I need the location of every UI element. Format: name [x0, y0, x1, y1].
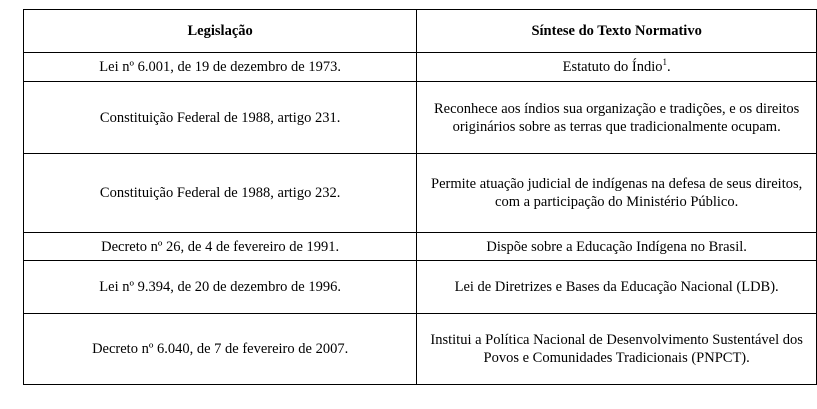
table-header-row	[24, 10, 817, 53]
cell-sintese: Institui a Política Nacional de Desenvolvimento Sustentável dos Povos e Comunidades Tradicionais (PNPCT).	[417, 314, 817, 385]
table-row	[24, 154, 817, 233]
table-row	[24, 314, 817, 385]
table-row	[24, 261, 817, 314]
header-legislacao: Legislação	[24, 10, 417, 53]
cell-sintese	[417, 53, 817, 82]
cell-sintese: Dispõe sobre a Educação Indígena no Brasil.	[417, 233, 817, 261]
cell-legislacao: Decreto nº 26, de 4 de fevereiro de 1991.	[24, 233, 417, 261]
cell-legislacao: Lei nº 9.394, de 20 de dezembro de 1996.	[24, 261, 417, 314]
footnote-marker: 1	[662, 57, 668, 68]
cell-legislacao: Constituição Federal de 1988, artigo 232.	[24, 154, 417, 233]
table-row	[24, 53, 817, 82]
cell-legislacao: Decreto nº 6.040, de 7 de fevereiro de 2007.	[24, 314, 417, 385]
sintese-tail: .	[667, 59, 671, 75]
table-row	[24, 82, 817, 154]
table-row	[24, 233, 817, 261]
header-sintese: Síntese do Texto Normativo	[417, 10, 817, 53]
cell-sintese: Permite atuação judicial de indígenas na defesa de seus direitos, com a participação do Ministério Público.	[417, 154, 817, 233]
legislation-table-container	[23, 9, 817, 385]
cell-sintese: Lei de Diretrizes e Bases da Educação Nacional (LDB).	[417, 261, 817, 314]
sintese-text: Estatuto do Índio	[562, 59, 663, 75]
cell-sintese: Reconhece aos índios sua organização e tradições, e os direitos originários sobre as terras que tradicionalmente ocupam.	[417, 82, 817, 154]
cell-legislacao: Constituição Federal de 1988, artigo 231.	[24, 82, 417, 154]
cell-legislacao: Lei nº 6.001, de 19 de dezembro de 1973.	[24, 53, 417, 82]
legislation-table	[23, 9, 817, 385]
